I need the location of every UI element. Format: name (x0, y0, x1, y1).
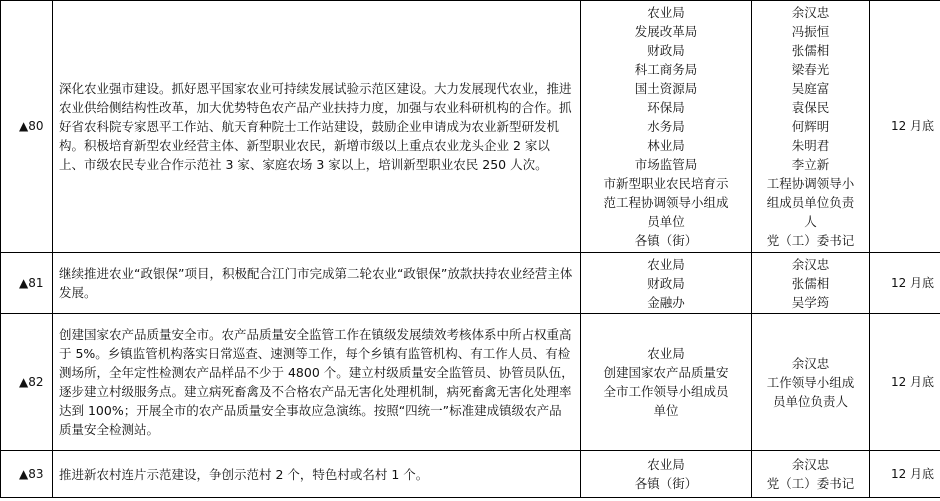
task-content-text: 继续推进农业“政银保”项目，积极配合江门市完成第二轮农业“政银保”放款扶持农业经营主体发展。 (59, 266, 573, 300)
table-row (1, 1, 940, 253)
task-content (53, 253, 581, 314)
task-content-text: 深化农业强市建设。抓好恩平国家农业可持续发展试验示范区建设。大力发展现代农业，推进农业供给侧结构性改革，加大优势特色农产品产业扶持力度，加强与农业科研机构的合作。抓好省农科院专家恩平工作站、航天育种院士工作站建设，鼓励企业申请成为农业新型研发机构。积极培育新型农业经营主体、新型职业农民，新增市级以上重点农业龙头企业 2 家以上、市级农民专业合作示范社 3 家、家庭农场 3 家以上，培训新型职业农民 250 人次。 (59, 81, 572, 172)
leader-line: 组成员单位负责 (766, 195, 855, 210)
unit-line: 创建国家农产品质量安 (603, 365, 729, 380)
task-content-text: 创建国家农产品质量安全市。农产品质量安全监管工作在镇级发展绩效考核体系中所占权重高于 5%。乡镇监管机构落实日常巡查、速测等工作，每个乡镇有监管机构、有工作人员、有检测场所，全年定性检测农产品样品不少于 4800 个。建立村级质量安全监管员、协管员队伍，逐步建立村级服务点。建立病死畜禽及不合格农产品无害化处理机制，病死畜禽无害化处理率达到 100%；开展全市的农产品质量安全事故应急演练。按照“四统一”标准建成镇级农产品质量安全检测站。 (59, 327, 574, 437)
unit-line: 市新型职业农民培育示 (603, 176, 729, 191)
leader-line: 梁春光 (791, 62, 830, 77)
leader-line: 党（工）委书记 (766, 476, 855, 491)
unit-line: 员单位 (647, 214, 685, 229)
leader-line: 余汉忠 (791, 5, 830, 20)
deadline: 12 月底 (870, 253, 940, 314)
unit-line: 财政局 (647, 43, 685, 58)
unit-line: 范工程协调领导小组成 (603, 195, 729, 210)
leader-line: 工作领导小组成 (766, 374, 855, 390)
deadline: 12 月底 (870, 314, 940, 451)
task-content (53, 451, 581, 498)
leader-line: 员单位负责人 (772, 393, 848, 409)
responsible-leaders (752, 314, 870, 451)
table-row (1, 314, 940, 451)
unit-line: 各镇（街） (634, 476, 698, 491)
task-number: ▲83 (1, 451, 53, 498)
unit-line: 农业局 (647, 457, 685, 472)
leader-line: 何辉明 (791, 119, 830, 134)
leader-line: 余汉忠 (791, 355, 830, 371)
unit-line: 国土资源局 (634, 81, 698, 96)
deadline: 12 月底 (870, 1, 940, 253)
unit-line: 环保局 (647, 100, 685, 115)
leader-line: 李立新 (791, 157, 830, 172)
task-number: ▲81 (1, 253, 53, 314)
leader-line: 朱明君 (791, 138, 830, 153)
unit-line: 各镇（街） (634, 233, 698, 248)
unit-line: 全市工作领导小组成员 (603, 384, 729, 399)
leader-line: 袁保民 (791, 100, 830, 115)
leader-line: 张儒相 (791, 275, 830, 291)
unit-line: 财政局 (647, 275, 685, 291)
responsible-units (581, 1, 752, 253)
unit-line: 科工商务局 (634, 62, 698, 77)
leader-line: 吴学筠 (791, 294, 830, 310)
table-row (1, 451, 940, 498)
task-number: ▲82 (1, 314, 53, 451)
unit-line: 水务局 (647, 119, 685, 134)
deadline: 12 月底 (870, 451, 940, 498)
unit-line: 农业局 (647, 5, 685, 20)
unit-line: 农业局 (647, 346, 685, 361)
unit-line: 林业局 (647, 138, 685, 153)
task-content (53, 314, 581, 451)
leader-line: 张儒相 (791, 43, 830, 58)
responsible-units (581, 314, 752, 451)
task-content (53, 1, 581, 253)
unit-line: 市场监管局 (634, 157, 698, 172)
unit-line: 金融办 (647, 294, 685, 310)
task-content-text: 推进新农村连片示范建设，争创示范村 2 个，特色村或名村 1 个。 (59, 466, 429, 482)
responsible-leaders (752, 451, 870, 498)
leader-line: 余汉忠 (791, 256, 830, 272)
responsible-leaders (752, 1, 870, 253)
leader-line: 冯振恒 (791, 24, 830, 39)
unit-line: 农业局 (647, 256, 685, 272)
task-number: ▲80 (1, 1, 53, 253)
leader-line: 人 (804, 214, 817, 229)
leader-line: 余汉忠 (791, 457, 830, 472)
leader-line: 工程协调领导小 (766, 176, 855, 191)
table-row (1, 253, 940, 314)
responsible-units (581, 253, 752, 314)
leader-line: 党（工）委书记 (766, 233, 855, 248)
leader-line: 吴庭富 (791, 81, 830, 96)
responsible-units (581, 451, 752, 498)
unit-line: 单位 (653, 403, 679, 418)
responsible-leaders (752, 253, 870, 314)
unit-line: 发展改革局 (634, 24, 698, 39)
